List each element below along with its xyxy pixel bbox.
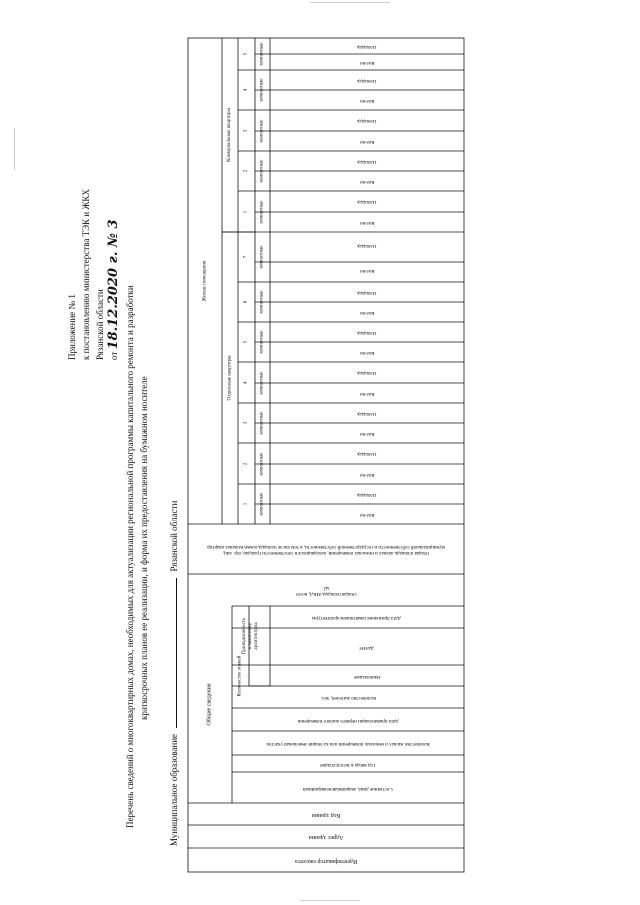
apartment-group-number: 2 — [243, 169, 249, 173]
rooms-label: комнатные — [259, 119, 265, 142]
apartment-group-number: 5 — [243, 340, 249, 344]
apartment-group-number: 1 — [243, 210, 249, 213]
appendix-line-2: к постановлению министерства ТЭК и ЖКХ — [81, 189, 91, 360]
count-column-label: Кол-во — [359, 179, 375, 184]
ownership-area: Общая площадь жилых и нежилых помещений, находящихся в собственности граждан, юр. лиц, муниципальной собственности и государственной собственности, в том числе площадь коммунальных квартир — [207, 544, 445, 555]
count-column-label: Кол-во — [359, 60, 375, 65]
apartment-group-number: 3 — [243, 129, 249, 132]
general-col-name — [249, 686, 464, 708]
count-column-label: Кол-во — [359, 390, 375, 396]
communal-apartments-header: Коммунальные квартиры — [227, 108, 233, 162]
apartment-group-number: 3 — [243, 421, 249, 425]
general-col-5: Количество жителей, чел. — [320, 695, 376, 700]
rooms-label: комнатные — [259, 200, 265, 223]
rooms-label: комнатные — [259, 159, 265, 183]
rooms-label: комнатные — [259, 245, 265, 269]
count-column-label: Кол-во — [359, 350, 375, 355]
total-area-unit: м2 — [323, 585, 329, 590]
architecture-yesno: Да/Нет — [359, 644, 375, 650]
general-col-2: Год ввода в эксплуатацию — [320, 761, 376, 767]
appendix-date-prefix: от — [109, 351, 119, 360]
area-column-label: Площадь — [357, 411, 377, 416]
apartment-group-number: 1 — [243, 502, 249, 506]
general-info-header: Общие сведения — [206, 683, 213, 726]
area-column-label: Площадь — [357, 118, 377, 124]
architecture-header: Принадлежность к памятнику архитектуры — [242, 617, 259, 654]
area-column-label: Площадь — [357, 451, 377, 457]
apartment-group-number: 4 — [243, 88, 249, 92]
apartment-group-number: 2 — [243, 462, 249, 465]
area-column-label: Площадь — [357, 199, 377, 205]
municipality-label-text: Муниципальное образование — [169, 733, 179, 846]
floors-header: Количество этажей — [237, 655, 243, 696]
apartment-group-number: 6 — [243, 300, 249, 304]
rooms-label: комнатные — [259, 290, 265, 314]
document-title-line-1: Перечень сведений о многоквартирных домах, необходимых для актуализации региональной программы капитального ремонта и разработки — [125, 285, 135, 828]
area-column-label: Площадь — [357, 370, 377, 376]
handwritten-date: 18.12.2020 г. № 3 — [106, 219, 121, 350]
floors-most: Наибольшее — [353, 673, 381, 679]
count-column-label: Кол-во — [359, 310, 375, 315]
general-col-1: Состояние дома, аварийный/неаварийный — [303, 785, 393, 791]
col-building-code: Код здания — [311, 811, 341, 818]
appendix-line-3: Рязанской области — [95, 289, 105, 360]
count-column-label: Кол-во — [359, 267, 375, 273]
general-col-3: Количество жилых и нежилых помещений или ка общий земельный участок — [266, 741, 430, 746]
rooms-label: комнатные — [259, 452, 265, 475]
apartment-group-number: 7 — [243, 255, 249, 259]
area-column-label: Площадь — [357, 290, 377, 295]
count-column-label: Кол-во — [359, 512, 375, 517]
area-column-label: Площадь — [357, 492, 377, 497]
architecture-date: Дата признания памятником архитектуры — [312, 615, 401, 620]
col-address: Адрес здания — [308, 834, 344, 840]
rooms-label: комнатные — [259, 330, 265, 354]
general-col-4: Дата приватизации первого жилого помещения — [297, 717, 399, 723]
document-title-line-2: краткосрочных планов ее реализации, и форма их предоставления на бумажном носителе — [139, 376, 149, 720]
total-area-label: Общая площадь МКД, всего — [295, 591, 357, 596]
municipality-region: Рязанской области — [169, 500, 179, 572]
total-area — [188, 574, 464, 606]
separate-apartments-header: Отдельные квартиры — [227, 355, 232, 401]
appendix-line-1: Приложение № 1 — [67, 294, 77, 360]
area-column-label: Площадь — [357, 330, 377, 335]
count-column-label: Кол-во — [359, 138, 375, 144]
count-column-label: Кол-во — [359, 471, 375, 477]
count-column-label: Кол-во — [359, 219, 375, 225]
count-column-label: Кол-во — [359, 98, 375, 103]
rooms-label: комнатные — [259, 78, 265, 102]
rooms-label: комнатные — [259, 411, 265, 435]
col-identifier: Идентификатор ежсопта — [294, 857, 358, 864]
rooms-label: комнатные — [259, 371, 265, 394]
rooms-label: комнатные — [259, 42, 265, 66]
count-column-label: Кол-во — [359, 431, 375, 436]
area-column-label: Площадь — [357, 78, 377, 83]
residential-premises-header: Жилые помещения — [202, 260, 208, 302]
area-column-label: Площадь — [357, 44, 377, 49]
apartment-group-number: 5 — [243, 52, 249, 56]
rooms-label: комнатные — [259, 492, 265, 516]
area-column-label: Площадь — [357, 159, 377, 164]
area-column-label: Площадь — [357, 242, 377, 248]
apartment-group-number: 4 — [243, 381, 249, 384]
